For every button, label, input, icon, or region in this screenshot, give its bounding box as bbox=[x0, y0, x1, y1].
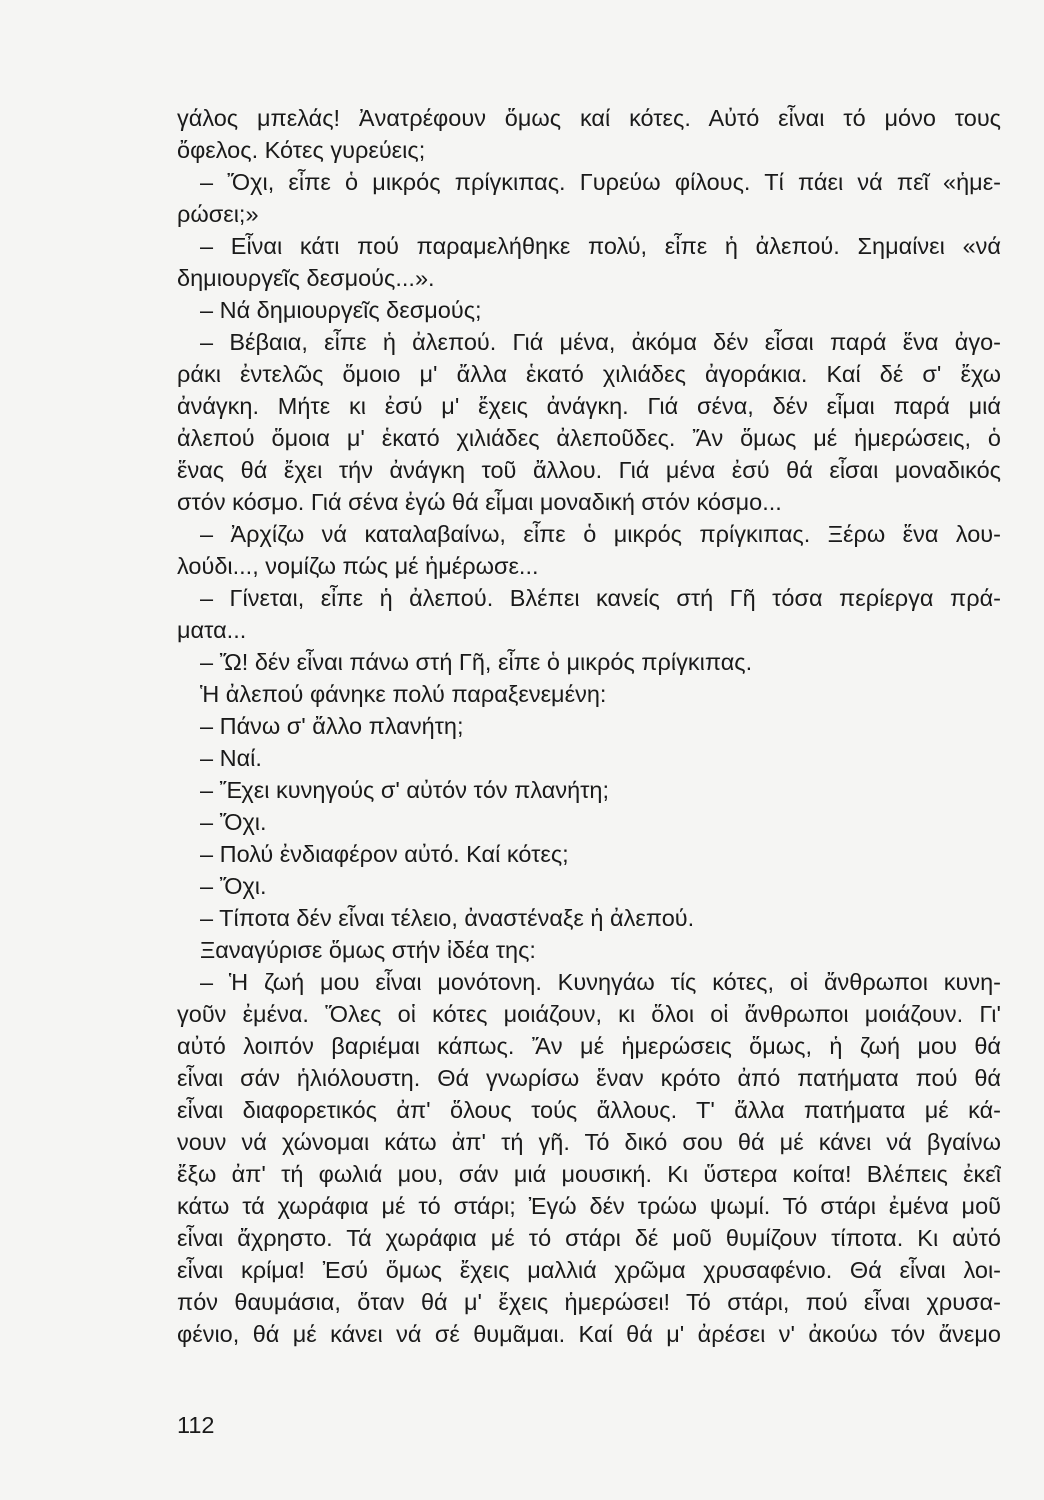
text-line: νουν νά χώνομαι κάτω ἀπ' τή γῆ. Τό δικό σου θά μέ κάνει νά βγαίνω bbox=[177, 1129, 1001, 1155]
text-line: ὄφελος. Κότες γυρεύεις; bbox=[177, 137, 426, 163]
text-line: – Ὄχι, εἶπε ὁ μικρός πρίγκιπας. Γυρεύω φίλους. Τί πάει νά πεῖ «ἡμε- bbox=[200, 169, 1001, 195]
text-line: – Ἡ ζωή μου εἶναι μονότονη. Κυνηγάω τίς κότες, οἱ ἄνθρωποι κυνη- bbox=[200, 969, 1001, 995]
text-line: ρώσει;» bbox=[177, 201, 259, 227]
text-line: – Τίποτα δέν εἶναι τέλειο, ἀναστέναξε ἡ ἀλεπού. bbox=[200, 905, 695, 931]
text-line: – Βέβαια, εἶπε ἡ ἀλεπού. Γιά μένα, ἀκόμα δέν εἶσαι παρά ἕνα ἀγο- bbox=[200, 329, 1001, 355]
text-line: ματα... bbox=[177, 617, 247, 643]
text-line: – Εἶναι κάτι πού παραμελήθηκε πολύ, εἶπε ἡ ἀλεπού. Σημαίνει «νά bbox=[200, 233, 1001, 259]
text-line: αὐτό λοιπόν βαριέμαι κάπως. Ἄν μέ ἡμερώσεις ὅμως, ἡ ζωή μου θά bbox=[177, 1033, 1001, 1059]
text-line: ἀνάγκη. Μήτε κι ἐσύ μ' ἔχεις ἀνάγκη. Γιά σένα, δέν εἶμαι παρά μιά bbox=[177, 393, 1001, 419]
text-line: – Ἀρχίζω νά καταλαβαίνω, εἶπε ὁ μικρός πρίγκιπας. Ξέρω ἕνα λου- bbox=[200, 521, 1001, 547]
text-line: – Πάνω σ' ἄλλο πλανήτη; bbox=[200, 713, 464, 739]
text-line: – Ὤ! δέν εἶναι πάνω στή Γῆ, εἶπε ὁ μικρός πρίγκιπας. bbox=[200, 649, 753, 675]
page-body-text bbox=[177, 102, 1001, 1350]
text-line: γάλος μπελάς! Ἀνατρέφουν ὅμως καί κότες. Αὐτό εἶναι τό μόνο τους bbox=[177, 105, 1001, 131]
text-line: γοῦν ἐμένα. Ὅλες οἱ κότες μοιάζουν, κι ὅλοι οἱ ἄνθρωποι μοιάζουν. Γι' bbox=[177, 1001, 1001, 1027]
text-line: στόν κόσμο. Γιά σένα ἐγώ θά εἶμαι μοναδική στόν κόσμο... bbox=[177, 489, 782, 515]
text-line: ἕνας θά ἔχει τήν ἀνάγκη τοῦ ἄλλου. Γιά μένα ἐσύ θά εἶσαι μοναδικός bbox=[177, 457, 1001, 483]
text-line: λούδι..., νομίζω πώς μέ ἡμέρωσε... bbox=[177, 553, 539, 579]
text-line: φένιο, θά μέ κάνει νά σέ θυμᾶμαι. Καί θά μ' ἀρέσει ν' ἀκούω τόν ἄνεμο bbox=[177, 1321, 1001, 1347]
text-line: – Ἔχει κυνηγούς σ' αὐτόν τόν πλανήτη; bbox=[200, 777, 610, 803]
text-line: πόν θαυμάσια, ὅταν θά μ' ἔχεις ἡμερώσει! Τό στάρι, πού εἶναι χρυσα- bbox=[177, 1289, 1001, 1315]
text-line: δημιουργεῖς δεσμούς...». bbox=[177, 265, 435, 291]
text-line: Ἡ ἀλεπού φάνηκε πολύ παραξενεμένη: bbox=[200, 681, 607, 707]
text-line: εἶναι ἄχρηστο. Τά χωράφια μέ τό στάρι δέ μοῦ θυμίζουν τίποτα. Κι αὐτό bbox=[177, 1225, 1001, 1251]
text-line: εἶναι διαφορετικός ἀπ' ὅλους τούς ἄλλους. Τ' ἄλλα πατήματα μέ κά- bbox=[177, 1097, 1001, 1123]
text-line: – Ναί. bbox=[200, 745, 262, 771]
text-line: Ξαναγύρισε ὅμως στήν ἰδέα της: bbox=[200, 937, 536, 963]
text-line: ἀλεπού ὅμοια μ' ἑκατό χιλιάδες ἀλεποῦδες. Ἄν ὅμως μέ ἡμερώσεις, ὁ bbox=[177, 425, 1001, 451]
text-line: – Γίνεται, εἶπε ἡ ἀλεπού. Βλέπει κανείς στή Γῆ τόσα περίεργα πρά- bbox=[200, 585, 1001, 611]
text-line: – Νά δημιουργεῖς δεσμούς; bbox=[200, 297, 482, 323]
text-line: εἶναι κρίμα! Ἐσύ ὅμως ἔχεις μαλλιά χρῶμα χρυσαφένιο. Θά εἶναι λοι- bbox=[177, 1257, 1001, 1283]
text-line: ἔξω ἀπ' τή φωλιά μου, σάν μιά μουσική. Κι ὕστερα κοίτα! Βλέπεις ἐκεῖ bbox=[177, 1161, 1001, 1187]
text-line: κάτω τά χωράφια μέ τό στάρι; Ἐγώ δέν τρώω ψωμί. Τό στάρι ἐμένα μοῦ bbox=[177, 1193, 1001, 1219]
text-line: – Πολύ ἐνδιαφέρον αὐτό. Καί κότες; bbox=[200, 841, 569, 867]
page-number: 112 bbox=[177, 1412, 215, 1438]
text-line: εἶναι σάν ἡλιόλουστη. Θά γνωρίσω ἕναν κρότο ἀπό πατήματα πού θά bbox=[177, 1065, 1001, 1091]
text-line: – Ὄχι. bbox=[200, 873, 267, 899]
text-line: – Ὄχι. bbox=[200, 809, 267, 835]
text-line: ράκι ἐντελῶς ὅμοιο μ' ἄλλα ἑκατό χιλιάδες ἀγοράκια. Καί δέ σ' ἔχω bbox=[177, 361, 1001, 387]
